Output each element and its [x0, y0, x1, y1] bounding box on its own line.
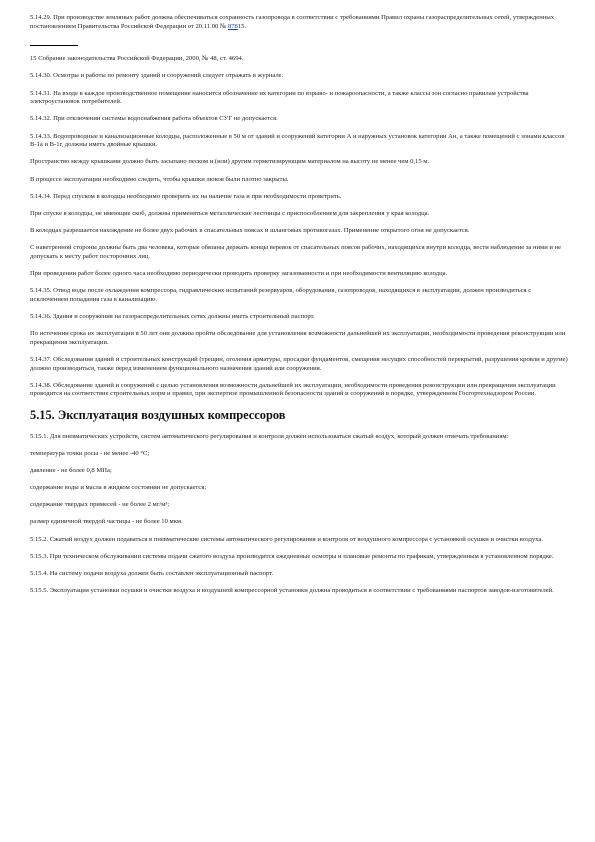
- paragraph-5-15-3: 5.15.3. При техническом обслуживании системы подачи сжатого воздуха производится ежедневные осмотры и плановые ремонты по графикам, утвержденным в установленном порядке.: [30, 552, 554, 560]
- paragraph-5-15-1: 5.15.1. Для пневматических устройств, систем автоматического регулирования и контроля должен использоваться сжатый воздух, который должен отвечать требованиям:: [30, 432, 509, 440]
- paragraph-5-14-29: [30, 14, 568, 31]
- requirement-item: размер единичной твердой частицы - не более 10 мкм.: [30, 518, 183, 526]
- paragraph: По истечении срока их эксплуатации в 50 лет они должны пройти обследование для установления возможности дальнейшей их эксплуатации, необходимости проведения реконструкции или прекращения эксплуатации.: [30, 330, 566, 346]
- document-link-878[interactable]: 878: [227, 22, 238, 30]
- paragraph-5-14-33: 5.14.33. Водопроводные и канализационные колодцы, расположенные в 50 м от зданий и сооружений категории А и наружных установок категории Ан, а также помещений с зонами классов В-1а и В-1г, должны иметь двойные крышки.: [30, 132, 565, 149]
- requirement-item: содержание воды и масла в жидком состоянии не допускается;: [30, 484, 207, 492]
- paragraph-5-14-32: 5.14.32. При отключении системы водоснабжения работа объектов СУГ не допускается.: [30, 115, 278, 123]
- paragraph-5-14-30: 5.14.30. Осмотры и работы по ремонту зданий и сооружений следует отражать в журнале.: [30, 72, 284, 80]
- paragraph-5-15-4: 5.15.4. На систему подачи воздуха должен быть составлен эксплуатационный паспорт.: [30, 570, 274, 578]
- paragraph-5-14-37: 5.14.37. Обследования зданий и строительных конструкций (трещин, оголения арматуры, просадки фундаментов, смещения несущих способностей перекрытий, разрушения кровли и другие) должно производиться, также перед изменением функционального назначения зданий или сооружения.: [30, 355, 568, 372]
- paragraph: С наветренной стороны должны быть два человека, которые обязаны держать концы веревок от спасательных поясов рабочих, находящихся внутри колодца, вести наблюдение за ними и не допускать к месту работ посторонних лиц.: [30, 244, 562, 260]
- paragraph: При спуске в колодцы, не имеющие скоб, должны применяться металлические лестницы с приспособлением для закрепления у края колодца.: [30, 209, 430, 217]
- paragraph-text: 5.14.29. При производстве земляных работ должна обеспечиваться сохранность газопровода в соответствии с требованиями Правил охраны газораспределительных сетей, утвержденных постановлением Правительства Российской Федерации от 20.11.00 №: [30, 14, 554, 30]
- paragraph: Пространство между крышками должно быть засыпано песком и (или) другим герметизирующим материалом на высоту не менее чем 0,15 м.: [30, 158, 430, 166]
- footnote: 15 Собрание законодательства Российской Федерации, 2000, № 48, ст. 4694.: [30, 55, 244, 63]
- requirement-item: давление - не более 0,8 МПа;: [30, 466, 112, 474]
- requirement-item: температура точки росы - не менее -40 °С;: [30, 449, 150, 457]
- paragraph-5-15-2: 5.15.2. Сжатый воздух должен подаваться в пневматические системы автоматического регулирования и контроля от воздушного компрессора с установкой осушки и очистки воздуха.: [30, 535, 544, 543]
- paragraph-5-14-36: 5.14.36. Здания и сооружения на газораспределительных сетях должны иметь строительный паспорт.: [30, 313, 315, 320]
- paragraph: В колодцах разрешается нахождение не более двух рабочих в спасательных поясах и шланговых противогазах. Применение открытого огня не допускается.: [30, 227, 470, 235]
- paragraph-5-14-38: 5.14.38. Обследование зданий и сооружений с целью установления возможности дальнейшей их эксплуатации, необходимости проведения реконструкции или прекращения эксплуатации проводится на соответствие строительных норм и правил, при экспертизе промышленной безопасности зданий и сооружений в порядке, утвержденном Госгортехнадзором России.: [30, 381, 556, 398]
- footnote-marker: 15.: [237, 22, 247, 30]
- paragraph-5-14-31: 5.14.31. На входе в каждое производственное помещение наносится обозначение их категории по взрыво- и пожароопасности, а также классы зон согласно правилам устройства электроустановок потребителей.: [30, 89, 529, 106]
- requirement-item: содержание твердых примесей - не более 2 мг/м³;: [30, 501, 170, 509]
- paragraph-5-14-34: 5.14.34. Перед спуском в колодцы необходимо проверить их на наличие газа и при необходимости проветрить.: [30, 192, 342, 200]
- footnote-divider: [30, 45, 78, 46]
- paragraph: При проведении работ более одного часа необходимо периодически проводить проверку загазованности и при необходимости вентиляцию колодца.: [30, 270, 448, 278]
- paragraph-5-14-35: 5.14.35. Отвод воды после охлаждения компрессора, гидравлических испытаний резервуаров, оборудования, газопроводов, находящихся в эксплуатации, должен производиться с исключением попадания газа в канализацию.: [30, 287, 532, 303]
- section-heading: 5.15. Эксплуатация воздушных компрессоров: [30, 407, 286, 422]
- paragraph: В процессе эксплуатации необходимо следить, чтобы крышки люков были плотно закрыты.: [30, 175, 289, 183]
- paragraph-5-15-5: 5.15.5. Эксплуатация установки осушки и очистки воздуха и воздушной компрессорной установки должна проводиться в соответствии с требованиями паспортов заводов-изготовителей.: [30, 587, 554, 595]
- document-page: [30, 14, 568, 604]
